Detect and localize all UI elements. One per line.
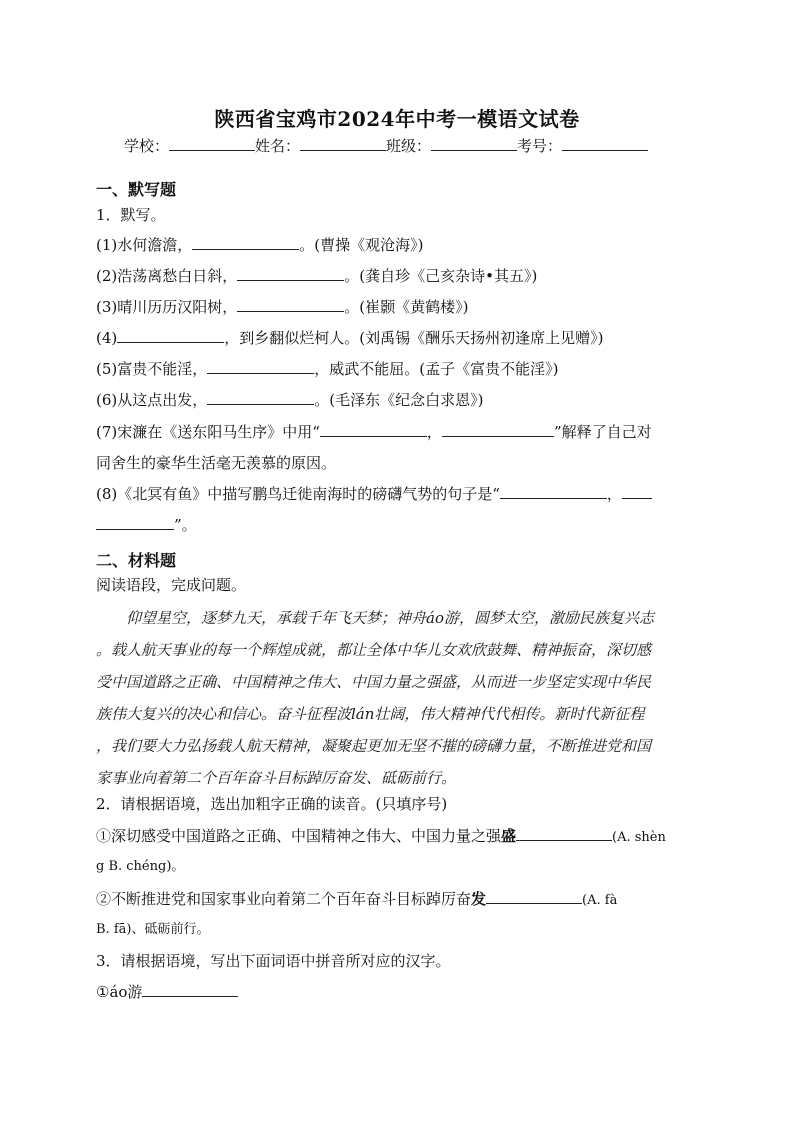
q1-item-6: [96, 390, 483, 410]
passage-line-6: 家事业向着第二个百年奋斗目标踔厉奋发、砥砺前行。: [96, 769, 457, 787]
q1-item-4: [96, 328, 603, 348]
number-label: 考号：: [517, 137, 563, 155]
section2-heading: 二、材料题: [96, 551, 177, 570]
q1-item-7: [96, 422, 652, 442]
q1-item-7-mid: ，: [426, 423, 442, 441]
class-label: 班级：: [386, 137, 432, 155]
q1-item-5-post: ，威武不能屈。(孟子《富贵不能淫》): [314, 360, 559, 378]
q2-a-pre: ①深切感受中国道路之正确、中国精神之伟大、中国力量之强: [96, 827, 502, 845]
school-blank[interactable]: [169, 136, 255, 151]
q3-item-a: [96, 982, 238, 1002]
q2-a-line2: g B. chéng)。: [96, 859, 185, 874]
q1-item-8-blank-2a[interactable]: [622, 484, 652, 499]
section2-intro: 阅读语段，完成问题。: [96, 576, 247, 594]
section1-heading: 一、默写题: [96, 180, 177, 199]
q1-item-3-pre: (3)晴川历历汉阳树，: [96, 298, 238, 316]
name-label: 姓名：: [255, 137, 301, 155]
q1-item-2-pre: (2)浩荡离愁白日斜，: [96, 267, 238, 285]
q1-item-8-post: ”。: [174, 516, 197, 534]
q1-item-8-line2: [96, 515, 197, 535]
school-label: 学校：: [124, 137, 170, 155]
q1-item-4-post: ，到乡翻似烂柯人。(刘禹锡《酬乐天扬州初逢席上见赠》): [224, 329, 604, 347]
passage-line-1: 仰望星空，逐梦九天，承载千年飞天梦；神舟áo游，圆梦太空，激励民族复兴志: [126, 609, 654, 627]
q1-item-3-blank[interactable]: [237, 297, 344, 312]
q1-item-2-blank[interactable]: [237, 266, 344, 281]
q2-a-blank[interactable]: [516, 826, 612, 841]
q2-a-bold-char: 盛: [501, 827, 517, 845]
student-info-row: [124, 135, 648, 156]
q1-item-3: [96, 297, 468, 317]
q1-item-8-blank-2b[interactable]: [96, 515, 174, 530]
passage-line-5: ，我们要大力弘扬载人航天精神，凝聚起更加无坚不摧的磅礴力量，不断推进党和国: [96, 737, 652, 755]
q1-item-1-post: 。(曹操《观沧海》): [299, 236, 424, 254]
class-blank[interactable]: [431, 136, 517, 151]
exam-title: 陕西省宝鸡市2024年中考一模语文试卷: [214, 107, 580, 131]
q1-item-1-blank[interactable]: [192, 235, 299, 250]
q1-item-7-blank-1[interactable]: [320, 422, 427, 437]
q2-b-blank[interactable]: [486, 889, 582, 904]
q1-item-8-pre: (8)《北冥有鱼》中描写鹏鸟迁徙南海时的磅礴气势的句子是“: [96, 485, 500, 503]
q1-item-4-pre: (4): [96, 329, 118, 347]
q1-item-4-blank[interactable]: [117, 328, 224, 343]
q2-b-pre: ②不断推进党和国家事业向着第二个百年奋斗目标踔厉奋: [96, 890, 472, 908]
q2-b-choices: (A. fà: [582, 893, 618, 908]
q1-item-1: [96, 235, 423, 255]
name-blank[interactable]: [300, 136, 386, 151]
q1-item-2: [96, 266, 537, 286]
q2-a-choices: (A. shèn: [612, 830, 666, 845]
passage-line-3: 受中国道路之正确、中国精神之伟大、中国力量之强盛，从而进一步坚定实现中华民: [96, 673, 652, 691]
q2-label: 2．请根据语境，选出加粗字正确的读音。(只填序号): [96, 795, 448, 813]
passage-line-4: 族伟大复兴的决心和信心。奋斗征程波lán壮阔，伟大精神代代相传。新时代新征程: [96, 705, 645, 723]
q3-label: 3．请根据语境，写出下面词语中拼音所对应的汉字。: [96, 952, 451, 970]
q1-item-7-blank-2[interactable]: [442, 422, 554, 437]
q3-a-text: ①áo游: [96, 983, 143, 1001]
q2-b-bold-char: 发: [471, 890, 487, 908]
q1-item-7-post: ”解释了自己对: [553, 423, 652, 441]
q1-item-5-blank[interactable]: [207, 359, 314, 374]
number-blank[interactable]: [562, 136, 648, 151]
q1-item-5-pre: (5)富贵不能淫，: [96, 360, 208, 378]
q2-option-a: [96, 826, 666, 848]
q1-item-7-line2: 同舍生的豪华生活毫无羡慕的原因。: [96, 454, 337, 472]
q1-item-7-pre: (7)宋濂在《送东阳马生序》中用“: [96, 423, 320, 441]
q2-b-line2: B. fā)、砥砺前行。: [96, 922, 210, 937]
q1-item-2-post: 。(龚自珍《己亥杂诗•其五》): [344, 267, 538, 285]
q1-label: 1．默写。: [96, 206, 166, 224]
q1-item-8-mid: ，: [606, 485, 622, 503]
q1-item-6-blank[interactable]: [207, 390, 314, 405]
q1-item-6-pre: (6)从这点出发，: [96, 391, 208, 409]
q1-item-5: [96, 359, 558, 379]
q1-item-8: [96, 484, 652, 504]
passage-line-2: 。载人航天事业的每一个辉煌成就，都让全体中华儿女欢欣鼓舞、精神振奋，深切感: [96, 641, 652, 659]
q1-item-3-post: 。(崔颢《黄鹤楼》): [344, 298, 469, 316]
q2-option-b: [96, 889, 617, 911]
q1-item-1-pre: (1)水何澹澹，: [96, 236, 193, 254]
q3-a-blank[interactable]: [142, 982, 238, 997]
q1-item-8-blank-1[interactable]: [500, 484, 607, 499]
q1-item-6-post: 。(毛泽东《纪念白求恩》): [314, 391, 484, 409]
